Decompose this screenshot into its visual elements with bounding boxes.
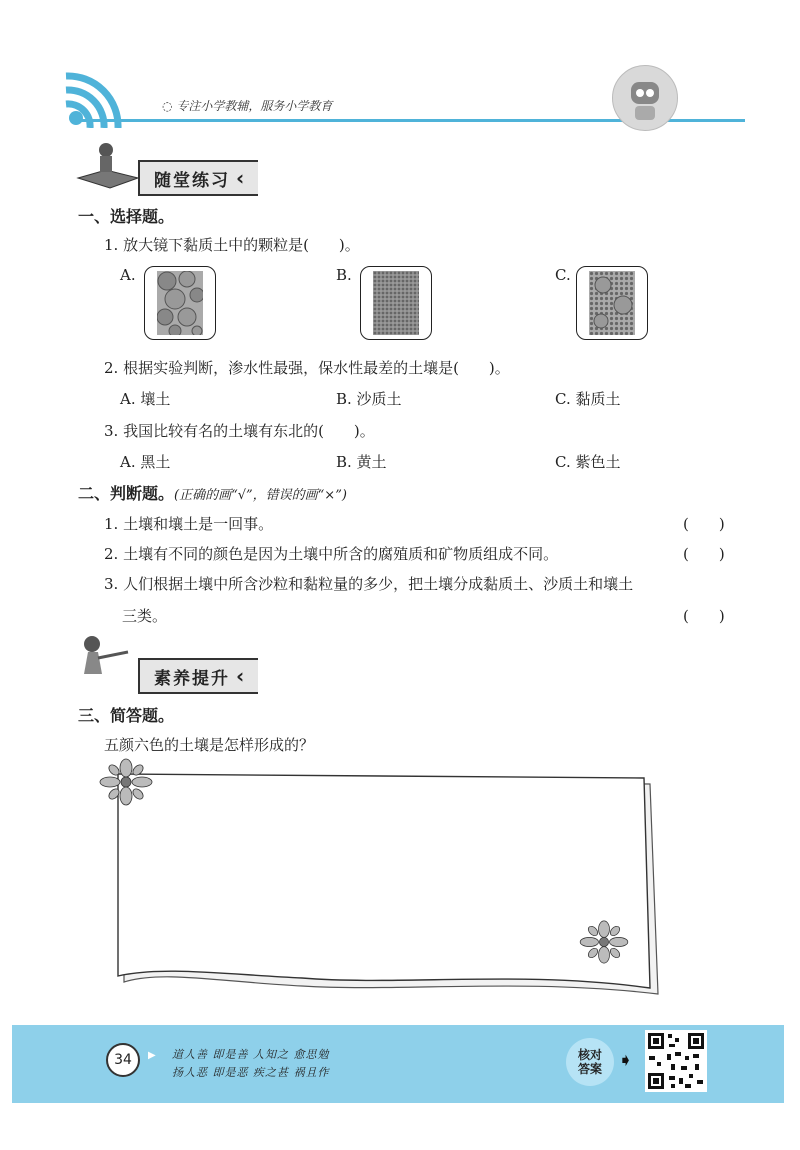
- reading-book-icon: [76, 134, 140, 194]
- q3-option-c[interactable]: C. 紫色土: [555, 453, 621, 471]
- part-title-multiple-choice: 一、选择题。: [78, 207, 175, 226]
- part-title-note: (正确的画“√”，错误的画“×”): [174, 488, 347, 503]
- q1-option-a-image[interactable]: [144, 266, 216, 340]
- q1-option-c-label: C.: [555, 266, 571, 284]
- q2-option-a[interactable]: A. 壤土: [120, 390, 171, 408]
- flower-ornament-icon: [98, 758, 154, 806]
- play-arrow-icon: ▶: [148, 1050, 156, 1061]
- chevron-left-icon: ‹: [236, 166, 247, 190]
- section-banner-improve: [76, 658, 266, 690]
- tf-item-3-cont: 三类。: [122, 607, 168, 625]
- short-answer-question: 五颜六色的土壤是怎样形成的？: [104, 736, 315, 754]
- q1-option-b-label: B.: [336, 266, 352, 284]
- flower-ornament-icon: [578, 920, 630, 964]
- header-slogan: ◌ 专注小学教辅，服务小学教育: [162, 99, 333, 113]
- q1-option-c-image[interactable]: [576, 266, 648, 340]
- fine-particles-icon: [373, 271, 419, 335]
- question-1-text: 1. 放大镜下黏质土中的颗粒是( )。: [104, 236, 360, 254]
- q3-option-b[interactable]: B. 黄土: [336, 453, 387, 471]
- section-banner-practice: [76, 160, 266, 192]
- tf-answer-1[interactable]: ( ): [683, 515, 725, 533]
- tf-answer-2[interactable]: ( ): [683, 545, 725, 563]
- banner-label: 随堂练习 ‹: [138, 160, 258, 196]
- q1-option-a-label: A.: [120, 266, 136, 284]
- tf-answer-3[interactable]: ( ): [683, 607, 725, 625]
- chevron-left-icon: ‹: [236, 664, 247, 688]
- banner-label: 素养提升 ‹: [138, 658, 258, 694]
- tf-item-2: 2. 土壤有不同的颜色是因为土壤中所含的腐殖质和矿物质组成不同。: [104, 545, 559, 563]
- qr-code-icon[interactable]: [645, 1030, 707, 1092]
- signal-icon: ◌: [162, 99, 173, 113]
- part-title-true-false-row: [78, 481, 347, 504]
- page-number: 34: [106, 1043, 140, 1077]
- girl-skipping-icon: [78, 634, 140, 692]
- double-arrow-icon: ➧: [618, 1050, 634, 1071]
- motto-line-1: 道人善 即是善 人知之 愈思勉: [172, 1048, 330, 1061]
- tf-item-1: 1. 土壤和壤土是一回事。: [104, 515, 274, 533]
- part-title-true-false: 二、判断题。: [78, 484, 175, 503]
- tf-item-3: 3. 人们根据土壤中所含沙粒和黏粒量的多少，把土壤分成黏质土、沙质土和壤土: [104, 575, 634, 593]
- answer-writing-area[interactable]: [102, 760, 664, 1000]
- q2-option-b[interactable]: B. 沙质土: [336, 390, 402, 408]
- question-2-text: 2. 根据实验判断，渗水性最强，保水性最差的土壤是( )。: [104, 359, 510, 377]
- q3-option-a[interactable]: A. 黑土: [120, 453, 171, 471]
- large-particles-icon: [157, 271, 203, 335]
- mixed-particles-icon: [589, 271, 635, 335]
- question-3-text: 3. 我国比较有名的土壤有东北的( )。: [104, 422, 375, 440]
- motto-line-2: 扬人恶 即是恶 疾之甚 祸且作: [172, 1066, 330, 1079]
- check-answer-button[interactable]: 核对 答案: [566, 1038, 614, 1086]
- part-title-short-answer: 三、简答题。: [78, 706, 175, 725]
- q2-option-c[interactable]: C. 黏质土: [555, 390, 621, 408]
- q1-option-b-image[interactable]: [360, 266, 432, 340]
- robot-mascot-icon: [612, 65, 678, 131]
